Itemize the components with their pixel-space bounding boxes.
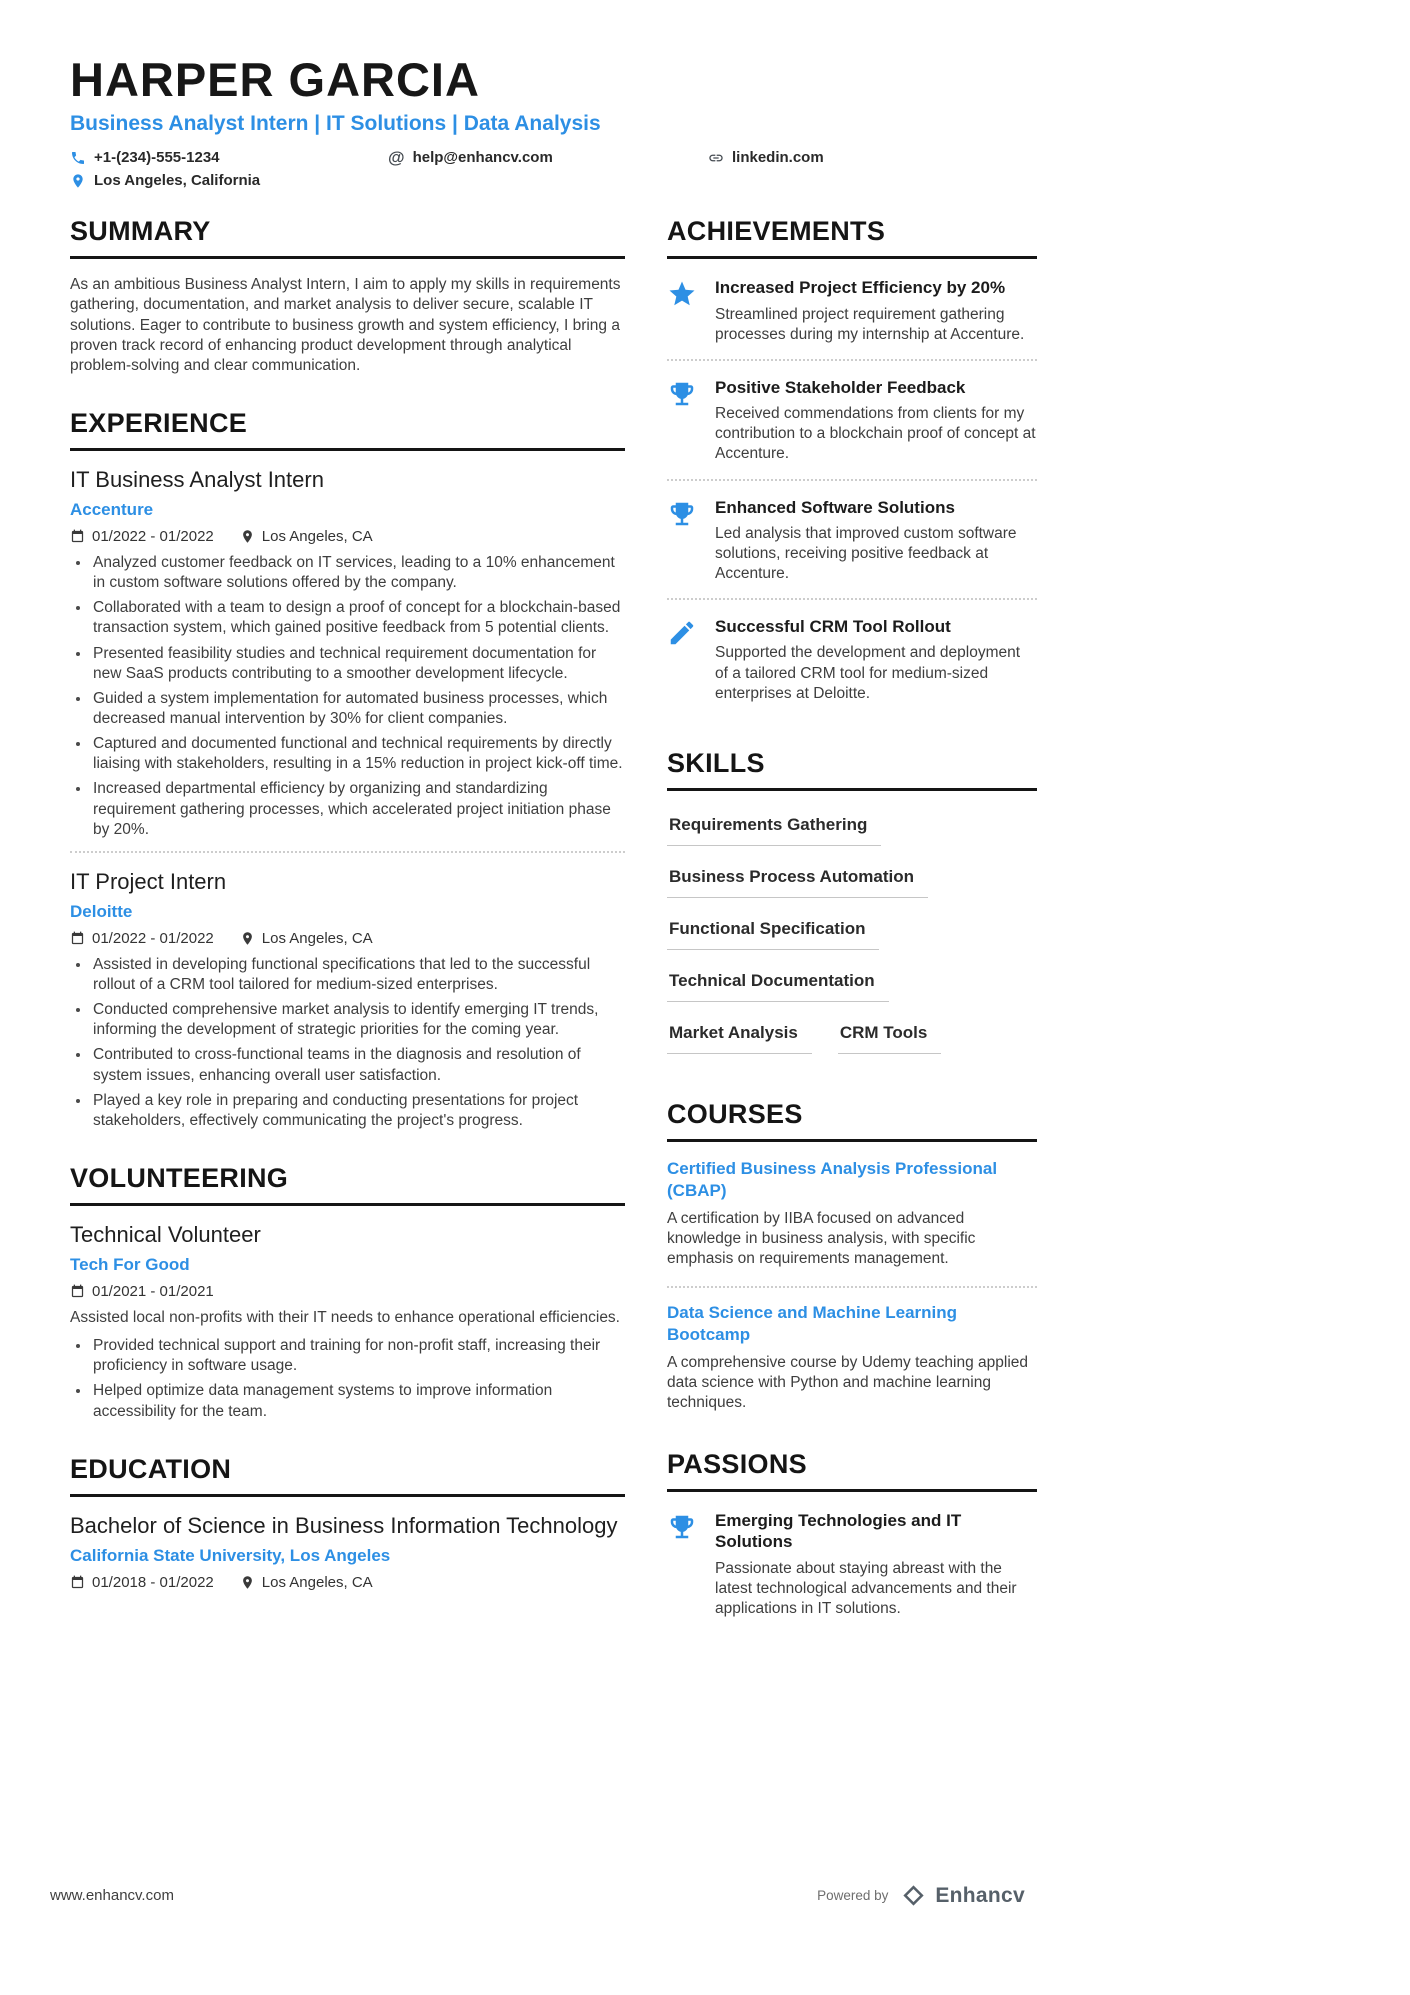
skill-item: Functional Specification <box>667 914 879 950</box>
achievement-item <box>667 614 1037 716</box>
at-icon: @ <box>388 148 405 168</box>
achievement-text: Streamlined project requirement gathering processes during my internship at Accenture. <box>715 305 1025 343</box>
job-dates: 01/2022 - 01/2022 <box>70 930 214 947</box>
achievement-title: Successful CRM Tool Rollout <box>715 617 951 637</box>
company-name: Accenture <box>70 500 154 520</box>
powered-by-label: Powered by <box>817 1888 889 1903</box>
job-bullets <box>70 553 625 840</box>
linkedin-contact[interactable] <box>708 149 1340 166</box>
linkedin-link[interactable]: linkedin.com <box>732 149 824 167</box>
phone-contact <box>70 149 388 166</box>
bullet-item: • Assisted in developing functional specifications that led to the successful rollout of a CRM tool tailored for medium-sized enterprises. <box>91 955 625 995</box>
enhancv-brand-name: Enhancv <box>935 1883 1025 1907</box>
skill-item: CRM Tools <box>838 1018 942 1054</box>
job-bullets <box>70 955 625 1131</box>
location-icon <box>240 1575 255 1590</box>
education-dates: 01/2018 - 01/2022 <box>70 1574 214 1591</box>
skill-item: Requirements Gathering <box>667 810 881 846</box>
achievement-item <box>667 495 1037 597</box>
bullet-item: • Contributed to cross-functional teams in the diagnosis and resolution of system issues, enhancing overall user satisfaction. <box>91 1045 625 1085</box>
passion-title: Emerging Technologies and IT Solutions <box>715 1511 962 1552</box>
passion-text: Passionate about staying abreast with the latest technological advancements and their applications in IT solutions. <box>715 1559 1017 1617</box>
dotted-divider <box>667 1286 1037 1288</box>
volunteer-meta <box>70 1283 625 1300</box>
link-icon <box>708 150 724 166</box>
bullet-item: • Collaborated with a team to design a proof of concept for a blockchain-based transaction system, which gained positive feedback from 5 potential clients. <box>91 598 625 638</box>
skills-section <box>667 748 1037 1067</box>
passions-heading: PASSIONS <box>667 1449 1037 1492</box>
achievement-title: Increased Project Efficiency by 20% <box>715 278 1006 298</box>
course-text: A certification by IIBA focused on advanced knowledge in business analysis, with specific emphasis on requirements management. <box>667 1210 976 1268</box>
trophy-icon <box>667 377 701 465</box>
dotted-divider <box>667 479 1037 481</box>
location-icon <box>240 931 255 946</box>
education-location: Los Angeles, CA <box>240 1574 373 1591</box>
experience-entry <box>70 467 625 840</box>
company-name: Deloitte <box>70 901 133 921</box>
education-meta <box>70 1574 625 1591</box>
dotted-divider <box>667 359 1037 361</box>
job-title: IT Project Intern <box>70 868 227 894</box>
job-location: Los Angeles, CA <box>240 528 373 545</box>
trophy-icon <box>667 1510 701 1619</box>
summary-section <box>70 216 625 376</box>
achievement-text: Led analysis that improved custom software solutions, receiving positive feedback at Accenture. <box>715 524 1017 583</box>
enhancv-logo-icon <box>900 1882 927 1909</box>
bullet-item: • Presented feasibility studies and technical requirement documentation for new SaaS products contributing to a smoother development lifecycle. <box>91 644 625 684</box>
school-name: California State University, Los Angeles <box>70 1545 391 1565</box>
job-meta <box>70 930 625 947</box>
summary-text: As an ambitious Business Analyst Intern, I aim to apply my skills in requirements gathering, documentation, and market analysis to deliver secure, scalable IT solutions. Eager to contribute to business growth and system efficiency, I bring a proven track record of enhancing product development through analytical problem-solving and clear communication. <box>70 276 621 374</box>
achievements-section <box>667 216 1037 716</box>
location-icon <box>240 529 255 544</box>
education-heading: EDUCATION <box>70 1454 625 1497</box>
skills-list <box>667 807 1037 1067</box>
achievement-item <box>667 275 1037 357</box>
phone-icon <box>70 150 86 166</box>
skills-heading: SKILLS <box>667 748 1037 791</box>
calendar-icon <box>70 1575 85 1590</box>
bullet-item: • Analyzed customer feedback on IT services, leading to a 10% enhancement in custom software solutions offered by the company. <box>91 553 625 593</box>
bullet-item: • Increased departmental efficiency by organizing and standardizing requirement gathering processes, which accelerated project initiation phase by 20%. <box>91 779 625 839</box>
volunteer-organization: Tech For Good <box>70 1255 190 1274</box>
achievement-text: Supported the development and deployment of a tailored CRM tool for medium-sized enterprises at Deloitte. <box>715 644 1021 702</box>
page-footer <box>50 1882 1025 1909</box>
volunteering-heading: VOLUNTEERING <box>70 1163 625 1206</box>
location-text: Los Angeles, California <box>94 172 261 190</box>
enhancv-brand[interactable] <box>900 1882 1025 1909</box>
bullet-item: • Conducted comprehensive market analysis to identify emerging IT trends, informing the development of strategic priorities for the coming year. <box>91 1000 625 1040</box>
course-item <box>667 1158 1037 1274</box>
resume-header <box>70 55 1340 189</box>
experience-entry <box>70 869 625 1131</box>
volunteer-role: Technical Volunteer <box>70 1222 261 1247</box>
job-dates: 01/2022 - 01/2022 <box>70 528 214 545</box>
calendar-icon <box>70 1284 85 1299</box>
bullet-item: • Guided a system implementation for automated business processes, which decreased manual intervention by 30% for client companies. <box>91 689 625 729</box>
volunteer-description: Assisted local non-profits with their IT needs to enhance operational efficiencies. <box>70 1309 620 1326</box>
job-headline: Business Analyst Intern | IT Solutions | Data Analysis <box>70 112 601 136</box>
courses-section <box>667 1099 1037 1417</box>
skill-item: Market Analysis <box>667 1018 812 1054</box>
person-name: HARPER GARCIA <box>70 53 480 106</box>
job-location: Los Angeles, CA <box>240 930 373 947</box>
trophy-icon <box>667 497 701 585</box>
volunteer-dates: 01/2021 - 01/2021 <box>70 1283 214 1300</box>
enhancv-site-link[interactable]: www.enhancv.com <box>50 1887 174 1904</box>
calendar-icon <box>70 931 85 946</box>
bullet-item: • Provided technical support and training for non-profit staff, increasing their proficiency in software usage. <box>91 1336 625 1376</box>
calendar-icon <box>70 529 85 544</box>
job-title: IT Business Analyst Intern <box>70 467 324 493</box>
location-contact <box>70 172 388 189</box>
passion-item <box>667 1508 1037 1631</box>
volunteering-section <box>70 1163 625 1422</box>
contact-info <box>70 149 1340 189</box>
bullet-item: • Played a key role in preparing and conducting presentations for project stakeholders, effectively communicating the project's progress. <box>91 1091 625 1131</box>
email-address[interactable]: help@enhancv.com <box>412 149 553 167</box>
courses-heading: COURSES <box>667 1099 1037 1142</box>
phone-number: +1-(234)-555-1234 <box>94 149 220 167</box>
pen-icon <box>667 616 701 704</box>
volunteer-bullets <box>70 1336 625 1422</box>
achievement-title: Positive Stakeholder Feedback <box>715 377 966 397</box>
education-section <box>70 1454 625 1591</box>
email-contact[interactable] <box>388 149 708 166</box>
passions-section <box>667 1449 1037 1631</box>
degree-title: Bachelor of Science in Business Information Technology <box>70 1512 618 1538</box>
skill-item: Business Process Automation <box>667 862 928 898</box>
skill-item: Technical Documentation <box>667 966 889 1002</box>
course-item <box>667 1302 1037 1418</box>
achievement-item <box>667 375 1037 477</box>
dotted-divider <box>70 851 625 853</box>
bullet-item: • Captured and documented functional and technical requirements by directly liaising with stakeholders, resulting in a 15% reduction in project kick-off time. <box>91 734 625 774</box>
star-icon <box>667 277 701 345</box>
achievement-title: Enhanced Software Solutions <box>715 497 955 517</box>
achievement-text: Received commendations from clients for my contribution to a blockchain proof of concept at Accenture. <box>715 405 1036 463</box>
left-column <box>70 216 625 1631</box>
bullet-item: • Helped optimize data management systems to improve information accessibility for the team. <box>91 1381 625 1421</box>
location-icon <box>70 173 86 189</box>
achievements-heading: ACHIEVEMENTS <box>667 216 1037 259</box>
course-text: A comprehensive course by Udemy teaching applied data science with Python and machine learning techniques. <box>667 1353 1029 1411</box>
experience-heading: EXPERIENCE <box>70 408 625 451</box>
experience-section <box>70 408 625 1131</box>
job-meta <box>70 528 625 545</box>
summary-heading: SUMMARY <box>70 216 625 259</box>
right-column <box>667 216 1037 1631</box>
course-title: Certified Business Analysis Professional (CBAP) <box>667 1158 998 1200</box>
course-title: Data Science and Machine Learning Bootcamp <box>667 1302 958 1344</box>
dotted-divider <box>667 598 1037 600</box>
